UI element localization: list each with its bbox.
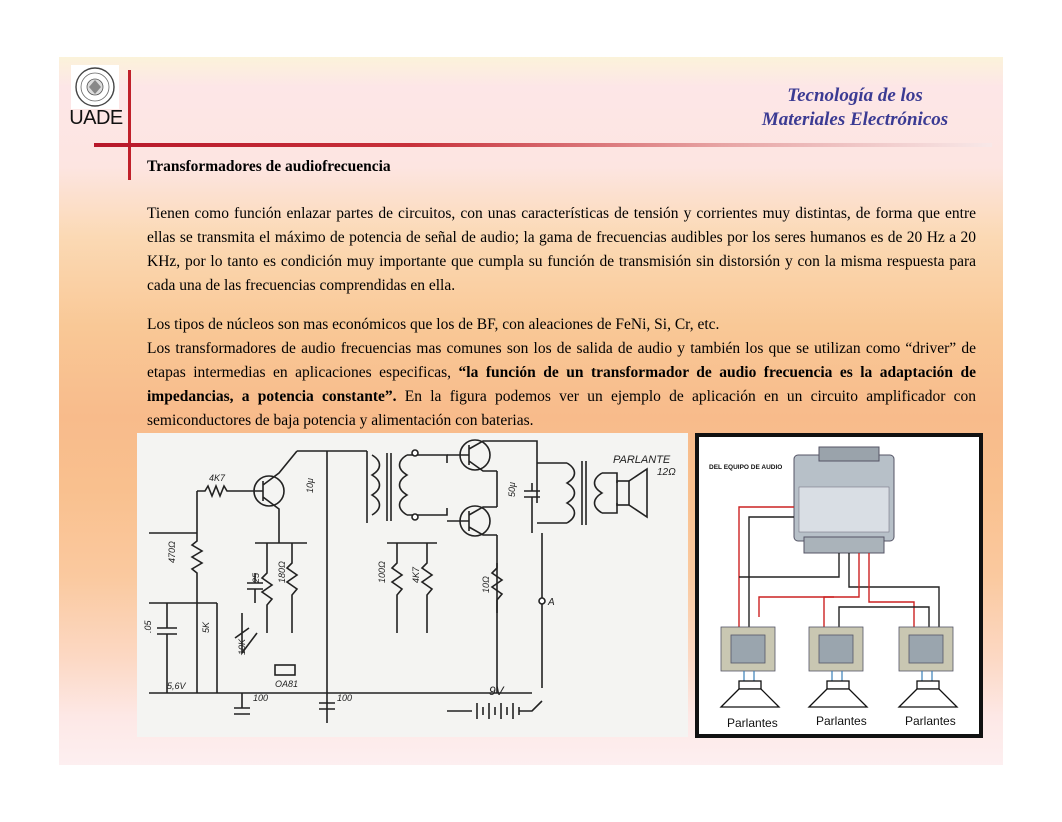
paragraph-intro: Tienen como función enlazar partes de circuitos, con unas características de tensión y corrientes muy distintas, de forma que entre ellas se transmita el máximo de potencia de señal de audio; la gama de frecuencias audibles por los seres humanos es de 20 Hz a 20 KHz, por lo tanto es condición muy importante que cumpla su función de transmisión sin distorsión y con la misma respuesta para cada una de las frecuencias comprendidas en ella. (147, 205, 976, 294)
c2-label: 10μ (305, 478, 315, 493)
paragraph-cores (147, 313, 976, 433)
r4-label: 100Ω (377, 561, 387, 583)
paragraph-bold-statement: “la función de un transformador de audio frecuencia es la adaptación de impedancias, a potencia constante”. (147, 364, 976, 405)
speaker-label-3: Parlantes (905, 714, 956, 728)
section-title: Transformadores de audiofrecuencia (147, 158, 391, 175)
c5-label: 100 (253, 693, 269, 703)
course-title (740, 84, 970, 132)
diode-label: OA81 (275, 679, 299, 689)
logo-text: UADE (69, 107, 123, 129)
pot-label: 10K (237, 638, 247, 655)
paragraph-text-after-bold: En la figura podemos ver un ejemplo de aplicación en un circuito amplificador con semiconductores de baja potencia y alimentación con baterias. (147, 388, 977, 429)
c4-label: 50μ (507, 482, 517, 497)
left-voltage-label: 5,6V (167, 681, 186, 691)
c1-label: .05 (143, 620, 153, 633)
speaker-wiring-diagram (699, 437, 979, 734)
point-a-label: A (548, 597, 555, 608)
paragraph-cores-line1: Los tipos de núcleos son mas económicos que los de BF, con aleaciones de FeNi, Si, Cr, etc. (147, 316, 720, 333)
r1-label: 4K7 (209, 473, 226, 483)
r5-label: 4K7 (411, 566, 421, 583)
r3-label: 180Ω (277, 561, 287, 583)
schematic-labels (143, 454, 676, 703)
paragraph-transformers (147, 337, 976, 433)
r2-label: 470Ω (167, 541, 177, 563)
c6-label: 100 (337, 693, 353, 703)
red-vertical-rule (128, 70, 131, 180)
speaker-labels (727, 714, 956, 730)
amplifier-circuit-figure (137, 433, 688, 737)
uade-logo (68, 63, 122, 129)
source-label: DEL EQUIPO DE AUDIO (709, 464, 783, 471)
voltage-label: 9V (489, 684, 504, 698)
red-horizontal-rule (94, 143, 992, 147)
c3-label: 25 (251, 572, 261, 583)
amplifier-schematic (137, 433, 688, 737)
university-seal-icon (71, 65, 119, 109)
ohms-label: 12Ω (657, 467, 676, 478)
paragraph-text-before-bold: Los transformadores de audio frecuencias mas comunes son los de salida de audio y también los que se utilizan como “driver” de etapas intermedias en aplicaciones especificas, (147, 340, 976, 381)
speaker-label-1: Parlantes (727, 716, 778, 730)
speaker-label-2: Parlantes (816, 714, 867, 728)
course-title-line1: Tecnología de los (787, 85, 923, 106)
course-title-line2: Materiales Electrónicos (761, 109, 949, 130)
parlante-label: PARLANTE (613, 454, 671, 466)
speaker-wiring-figure (695, 433, 983, 738)
r6-label: 10Ω (481, 576, 491, 593)
pot2-label: 5K (201, 621, 211, 633)
